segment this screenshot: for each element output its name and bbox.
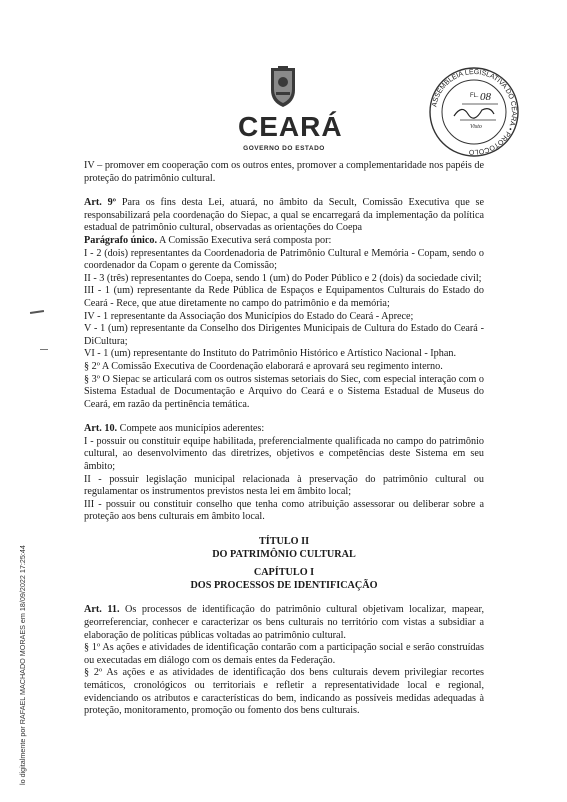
chapter-heading: CAPÍTULO I [253,567,315,579]
article-10: Art. 10. Compete aos municípios aderentes: [84,423,265,435]
article-9: Art. 9º Para os fins desta Lei, atuará, no âmbito da Secult, Comissão Executiva que se responsabilizará pela coordenação do Siepac, a qual se encarregará da implementação da política estadual de patrimônio cultural, observadas as orientações do Coepa [84,197,484,234]
art9-item-iii: III - 1 (um) representante da Rede Pública de Espaços e Equipamentos Culturais do Estado do Ceará - Rece, que atue diretamente no campo do patrimônio e da memória; [84,285,484,309]
chapter-subheading: DOS PROCESSOS DE IDENTIFICAÇÃO [190,579,378,591]
title-heading: TÍTULO II [258,536,310,548]
art11-paragraph-2: § 2º As ações e as atividades de identificação dos bens culturais devem privilegiar recortes temáticos, cronológicos ou territoriais e refletir a representatividade local e regional, evidenciando os atributos e características do bem, indicando as possíveis medidas adequadas à proteção, monitoramento, promoção ou fomento dos bens culturais. [84,667,484,717]
art10-item-iii: III - possuir ou constituir conselho que tenha como atribuição assessorar ou deliberar sobre a proteção aos bens culturais em âmbito local. [84,498,484,523]
art9-item-i: I - 2 (dois) representantes da Coordenadoria de Patrimônio Cultural e Memória - Copam, sendo o coordenador da Copam o gerente da Comissão; [84,247,484,272]
item-iv: IV – promover em cooperação com os outros entes, promover a complementaridade nos papéis de proteção do patrimônio cultural. [84,160,484,184]
margin-mark [30,310,44,314]
art9-paragraph-3: § 3º O Siepac se articulará com os outros sistemas setoriais do Siec, com especial interação com o Sistema Estadual de Documentação e Arquivo do Ceará e o Sistema Estadual de Museus do Ceará, em razão da pertinência temática. [84,373,484,410]
margin-mark [40,349,48,350]
brand-logo-text: CEARÁ [238,111,343,142]
document-body [84,160,484,718]
stamp-fl-label: FL. [470,93,479,99]
art10-item-ii: II - possuir legislação municipal relacionada à preservação do patrimônio cultural ou regulamentar os instrumentos previstos nesta lei em âmbito local; [84,473,484,498]
digital-signature-note: lo digitalmente por RAFAEL MACHADO MORAES em 18/09/2022 17:25:44 [18,545,27,785]
state-coat-of-arms-icon [268,66,298,108]
brand-subtitle: GOVERNO DO ESTADO [243,145,325,152]
art9-item-iv: IV - 1 representante da Associação dos Municípios do Estado do Ceará - Aprece; [84,310,414,322]
art9-paragraph-2: § 2º A Comissão Executiva de Coordenação elaborará e aprovará seu regimento interno. [84,360,443,372]
article-11: Art. 11. Os processos de identificação do patrimônio cultural objetivam localizar, mapear, georreferenciar, conhecer e caracterizar os bens culturais no território com vistas a subsidiar a elaboração de políticas públicas voltadas ao patrimônio cultural. [84,604,484,641]
protocol-stamp [420,66,528,158]
stamp-fl-number: 08 [480,91,491,103]
paragrafo-unico: Parágrafo único. A Comissão Executiva será composta por: [84,234,332,246]
art10-item-i: I - possuir ou constituir equipe habilitada, preferencialmente qualificada no campo do patrimônio cultural, ao desenvolvimento das diretrizes, objetivos e competências deste Sistema em seu âmbito; [84,435,484,473]
art9-item-ii: II - 3 (três) representantes do Coepa, sendo 1 (um) do Poder Público e 2 (dois) da sociedade civil; [84,272,482,284]
art11-paragraph-1: § 1º As ações e atividades de identificação contarão com a participação social e serão construídas ou executadas em diálogo com os demais entes da Federação. [84,642,484,666]
stamp-visto-label: Visto [470,124,482,130]
art9-item-v: V - 1 (um) representante da Conselho dos Dirigentes Municipais de Cultura do Estado do Ceará - DiCultura; [84,323,484,347]
title-subheading: DO PATRIMÔNIO CULTURAL [212,548,356,560]
page-header [0,0,567,160]
svg-text:ASSEMBLEIA LEGISLATIVA DO CEAR: ASSEMBLEIA LEGISLATIVA DO CEARÁ • PROTOCOLO [431,68,518,156]
art9-item-vi: VI - 1 (um) representante do Instituto do Patrimônio Histórico e Artístico Nacional - Iphan. [84,348,457,360]
